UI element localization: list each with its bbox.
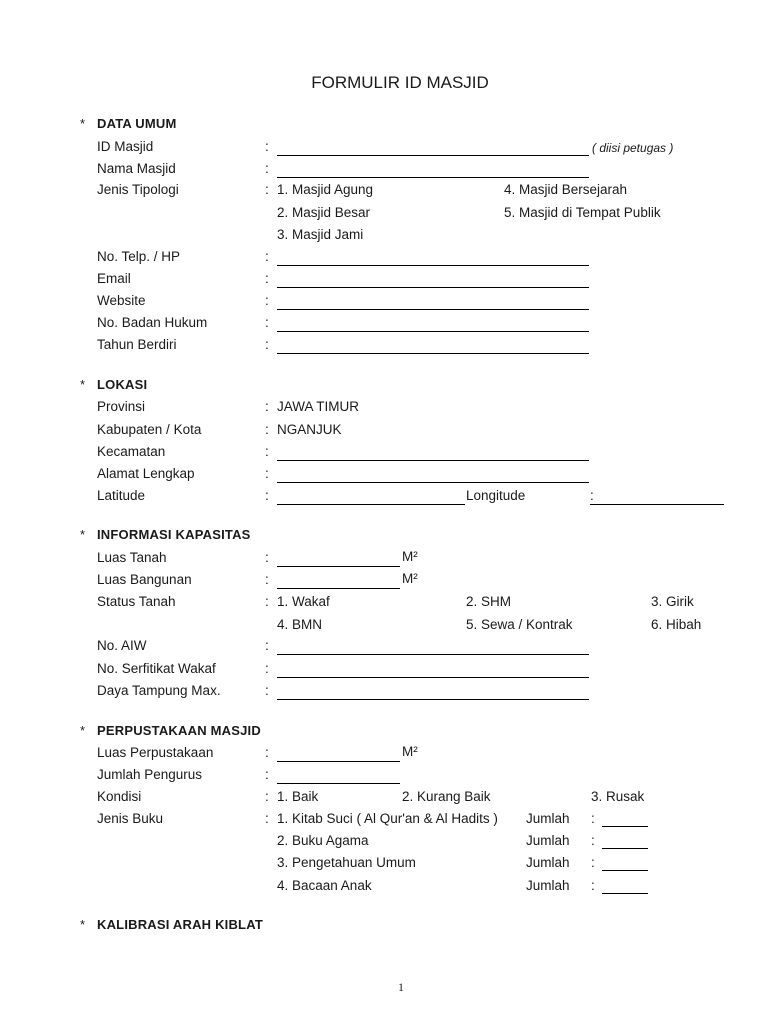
label-jumlah: Jumlah — [526, 878, 570, 893]
label-longitude: Longitude — [466, 488, 526, 503]
bullet-star: * — [80, 723, 86, 738]
bullet-star: * — [80, 377, 86, 392]
id-masjid-note: ( diisi petugas ) — [592, 141, 674, 155]
label-website: Website — [97, 293, 146, 308]
colon: : — [265, 767, 269, 782]
label-jenis-buku: Jenis Buku — [97, 811, 164, 826]
status-option[interactable]: 5. Sewa / Kontrak — [466, 617, 573, 632]
label-badan-hukum: No. Badan Hukum — [97, 315, 208, 330]
section-heading-data-umum: DATA UMUM — [97, 116, 177, 131]
jumlah-field[interactable] — [602, 893, 648, 894]
unit-m2: M² — [402, 571, 418, 586]
tipologi-option[interactable]: 5. Masjid di Tempat Publik — [504, 205, 661, 220]
kabupaten-value: NGANJUK — [277, 422, 342, 437]
colon: : — [591, 878, 595, 893]
colon: : — [265, 182, 269, 197]
tahun-berdiri-field[interactable] — [277, 353, 589, 354]
label-kondisi: Kondisi — [97, 789, 142, 804]
colon: : — [265, 249, 269, 264]
colon: : — [265, 293, 269, 308]
status-option[interactable]: 2. SHM — [466, 594, 512, 609]
kondisi-option[interactable]: 2. Kurang Baik — [402, 789, 491, 804]
label-jumlah: Jumlah — [526, 855, 570, 870]
jumlah-field[interactable] — [602, 870, 648, 871]
colon: : — [265, 638, 269, 653]
jenis-buku-item: 3. Pengetahuan Umum — [277, 855, 416, 870]
jenis-buku-item: 4. Bacaan Anak — [277, 878, 372, 893]
jenis-buku-item: 2. Buku Agama — [277, 833, 369, 848]
email-field[interactable] — [277, 287, 589, 288]
id-masjid-field[interactable] — [277, 155, 589, 156]
luas-tanah-field[interactable] — [277, 566, 400, 567]
label-nama-masjid: Nama Masjid — [97, 161, 176, 176]
tipologi-option[interactable]: 2. Masjid Besar — [277, 205, 371, 220]
jumlah-field[interactable] — [602, 826, 648, 827]
tipologi-option[interactable]: 4. Masjid Bersejarah — [504, 182, 628, 197]
jumlah-pengurus-field[interactable] — [277, 783, 400, 784]
colon: : — [265, 745, 269, 760]
label-jumlah-pengurus: Jumlah Pengurus — [97, 767, 203, 782]
colon: : — [265, 683, 269, 698]
label-aiw: No. AIW — [97, 638, 147, 653]
label-kabupaten: Kabupaten / Kota — [97, 422, 202, 437]
kondisi-option[interactable]: 3. Rusak — [591, 789, 645, 804]
kondisi-option[interactable]: 1. Baik — [277, 789, 319, 804]
luas-bangunan-field[interactable] — [277, 588, 400, 589]
form-title: FORMULIR ID MASJID — [311, 73, 489, 92]
status-option[interactable]: 1. Wakaf — [277, 594, 330, 609]
aiw-field[interactable] — [277, 654, 589, 655]
colon: : — [265, 488, 269, 503]
label-telp: No. Telp. / HP — [97, 249, 181, 264]
colon: : — [265, 594, 269, 609]
colon: : — [265, 550, 269, 565]
colon: : — [591, 833, 595, 848]
label-kecamatan: Kecamatan — [97, 444, 166, 459]
label-sertifikat: No. Serfitikat Wakaf — [97, 661, 216, 676]
luas-perpustakaan-field[interactable] — [277, 761, 400, 762]
colon: : — [591, 811, 595, 826]
provinsi-value: JAWA TIMUR — [277, 399, 360, 414]
label-luas-tanah: Luas Tanah — [97, 550, 167, 565]
label-tahun-berdiri: Tahun Berdiri — [97, 337, 177, 352]
label-provinsi: Provinsi — [97, 399, 146, 414]
colon: : — [265, 399, 269, 414]
bullet-star: * — [80, 917, 86, 932]
jumlah-field[interactable] — [602, 848, 648, 849]
bullet-star: * — [80, 116, 86, 131]
colon: : — [591, 855, 595, 870]
colon: : — [265, 139, 269, 154]
colon: : — [265, 315, 269, 330]
colon: : — [265, 271, 269, 286]
kecamatan-field[interactable] — [277, 460, 589, 461]
status-option[interactable]: 6. Hibah — [651, 617, 702, 632]
latitude-field[interactable] — [277, 504, 465, 505]
jenis-buku-item: 1. Kitab Suci ( Al Qur'an & Al Hadits ) — [277, 811, 498, 826]
label-id-masjid: ID Masjid — [97, 139, 154, 154]
label-status-tanah: Status Tanah — [97, 594, 176, 609]
colon: : — [265, 337, 269, 352]
colon: : — [265, 572, 269, 587]
nama-masjid-field[interactable] — [277, 177, 589, 178]
label-jumlah: Jumlah — [526, 811, 570, 826]
sertifikat-field[interactable] — [277, 677, 589, 678]
alamat-field[interactable] — [277, 482, 589, 483]
label-jumlah: Jumlah — [526, 833, 570, 848]
colon: : — [265, 789, 269, 804]
bullet-star: * — [80, 527, 86, 542]
section-heading-kapasitas: INFORMASI KAPASITAS — [97, 527, 251, 542]
colon: : — [265, 444, 269, 459]
status-option[interactable]: 3. Girik — [651, 594, 694, 609]
colon: : — [265, 811, 269, 826]
status-option[interactable]: 4. BMN — [277, 617, 323, 632]
label-jenis-tipologi: Jenis Tipologi — [97, 182, 179, 197]
section-heading-kiblat: KALIBRASI ARAH KIBLAT — [97, 917, 263, 932]
label-luas-bangunan: Luas Bangunan — [97, 572, 192, 587]
website-field[interactable] — [277, 309, 589, 310]
label-luas-perpustakaan: Luas Perpustakaan — [97, 745, 214, 760]
tipologi-option[interactable]: 1. Masjid Agung — [277, 182, 374, 197]
unit-m2: M² — [402, 744, 418, 759]
telp-field[interactable] — [277, 265, 589, 266]
longitude-field[interactable] — [590, 504, 724, 505]
label-latitude: Latitude — [97, 488, 146, 503]
unit-m2: M² — [402, 549, 418, 564]
colon: : — [265, 161, 269, 176]
label-email: Email — [97, 271, 131, 286]
daya-tampung-field[interactable] — [277, 699, 589, 700]
section-heading-lokasi: LOKASI — [97, 377, 148, 392]
colon: : — [265, 661, 269, 676]
page-number: 1 — [398, 980, 404, 994]
colon: : — [265, 466, 269, 481]
section-heading-perpustakaan: PERPUSTAKAAN MASJID — [97, 723, 261, 738]
tipologi-option[interactable]: 3. Masjid Jami — [277, 227, 364, 242]
label-alamat: Alamat Lengkap — [97, 466, 195, 481]
colon: : — [590, 488, 594, 503]
colon: : — [265, 422, 269, 437]
badan-hukum-field[interactable] — [277, 331, 589, 332]
label-daya-tampung: Daya Tampung Max. — [97, 683, 221, 698]
